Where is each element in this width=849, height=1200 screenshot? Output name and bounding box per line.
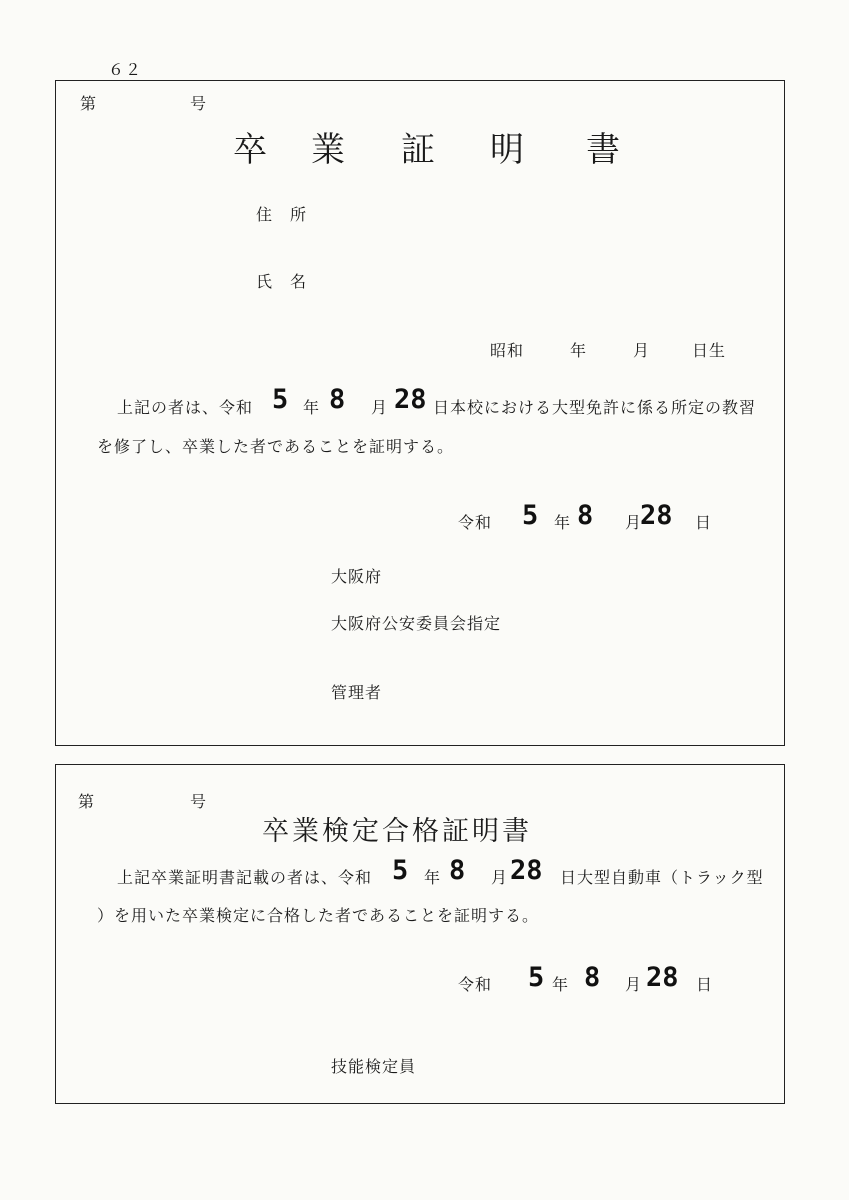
- exam-year-unit: 年: [552, 975, 570, 994]
- issue-month-unit: 月: [625, 513, 643, 532]
- certificate-body-lead: 上記の者は、令和: [117, 398, 254, 417]
- birth-era: 昭和: [490, 341, 525, 360]
- exam-body-rest: 日大型自動車（トラック型: [560, 868, 764, 887]
- exam-number-prefix: 第: [78, 792, 96, 811]
- examiner-label: 技能検定員: [331, 1057, 417, 1076]
- exam-number-suffix: 号: [190, 792, 208, 811]
- exam-body-year-unit: 年: [424, 868, 442, 887]
- exam-body-day-value: 28: [510, 855, 543, 886]
- title-char: 証: [401, 130, 435, 170]
- exam-month-unit: 月: [625, 975, 643, 994]
- issue-day-unit: 日: [695, 513, 713, 532]
- exam-body-lead: 上記卒業証明書記載の者は、令和: [117, 868, 373, 887]
- issue-day-value: 28: [640, 500, 673, 531]
- birth-year-unit: 年: [570, 341, 588, 360]
- exam-year-value: 5: [528, 962, 545, 993]
- issue-year-unit: 年: [554, 513, 572, 532]
- exam-body-line2: ）を用いた卒業検定に合格した者であることを証明する。: [97, 906, 540, 925]
- exam-body-year-value: 5: [392, 855, 409, 886]
- exam-month-value: 8: [584, 962, 601, 993]
- title-char: 明: [490, 130, 524, 170]
- certificate-number-suffix: 号: [190, 94, 208, 113]
- exam-day-value: 28: [646, 962, 679, 993]
- issue-date-era: 令和: [458, 513, 493, 532]
- birth-day-unit: 日生: [692, 341, 727, 360]
- commission-designation: 大阪府公安委員会指定: [331, 614, 502, 633]
- name-label: 氏 名: [256, 272, 308, 291]
- body-month-value: 8: [329, 384, 346, 415]
- certificate-number-prefix: 第: [80, 94, 98, 113]
- prefecture: 大阪府: [331, 567, 383, 586]
- body-year-value: 5: [272, 384, 289, 415]
- body-day-value: 28: [394, 384, 427, 415]
- title-char: 業: [311, 130, 345, 170]
- certificate-body-line2: を修了し、卒業した者であることを証明する。: [97, 437, 455, 456]
- issue-year-value: 5: [522, 500, 539, 531]
- exam-body-month-unit: 月: [491, 868, 509, 887]
- address-label: 住 所: [256, 205, 308, 224]
- exam-date-era: 令和: [458, 975, 493, 994]
- exam-body-month-value: 8: [449, 855, 466, 886]
- manager-label: 管理者: [331, 683, 383, 702]
- certificate-body-rest: 日本校における大型免許に係る所定の教習: [433, 398, 757, 417]
- exam-certificate-title: 卒業検定合格証明書: [262, 816, 532, 847]
- issue-month-value: 8: [577, 500, 594, 531]
- title-char: 卒: [233, 130, 267, 170]
- page-number: ６２: [108, 60, 143, 79]
- title-char: 書: [586, 130, 620, 170]
- exam-day-unit: 日: [696, 975, 714, 994]
- body-month-unit: 月: [371, 398, 389, 417]
- body-year-unit: 年: [303, 398, 321, 417]
- birth-month-unit: 月: [633, 341, 651, 360]
